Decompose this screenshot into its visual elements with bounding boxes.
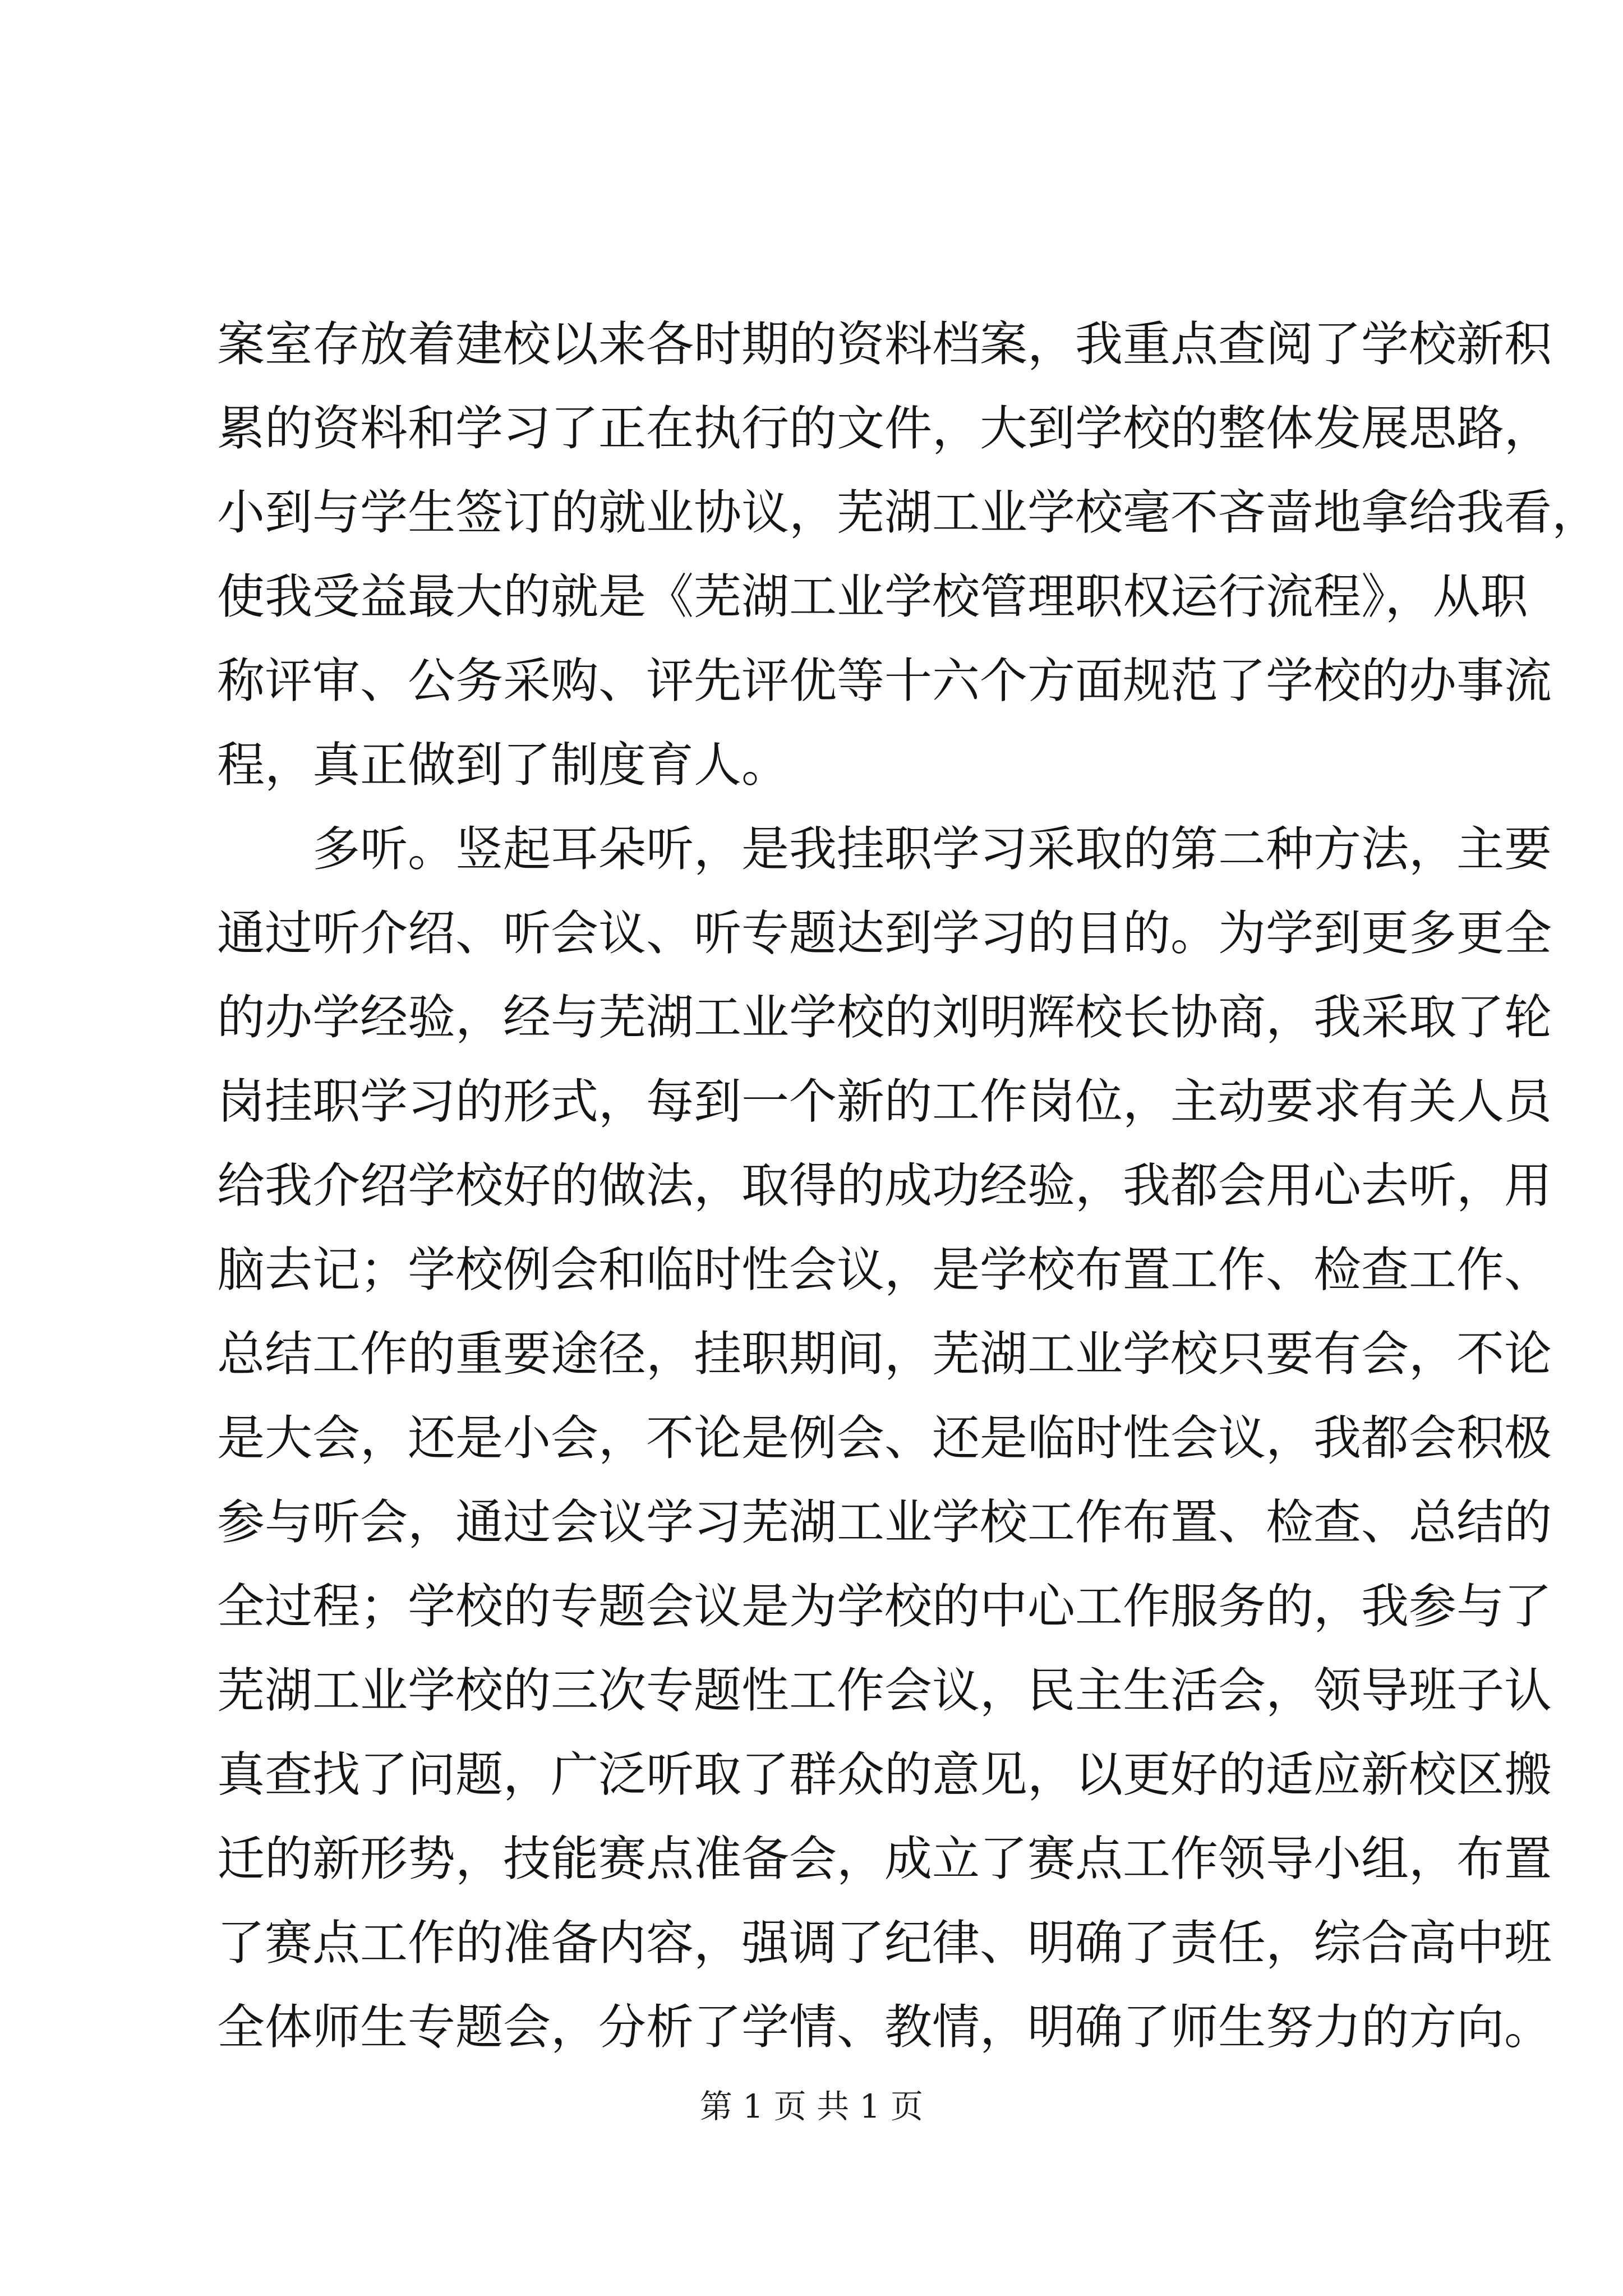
page-footer: 第 1 页 共 1 页: [700, 2087, 923, 2125]
body-line-20: 了赛点工作的准备内容，强调了纪律、明确了责任，综合高中班: [217, 1916, 1552, 1971]
body-line-16: 全过程；学校的专题会议是为学校的中心工作服务的，我参与了: [217, 1579, 1552, 1635]
body-line-6: 程，真正做到了制度育人。: [217, 738, 790, 793]
body-line-11: 给我介绍学校好的做法，取得的成功经验，我都会用心去听，用: [217, 1158, 1552, 1214]
paragraph-start-line: 多听。竖起耳朵听，是我挂职学习采取的第二种方法，主要: [312, 822, 1552, 877]
body-line-5: 称评审、公务采购、评先评优等十六个方面规范了学校的办事流: [217, 654, 1552, 709]
body-line-19: 迁的新形势，技能赛点准备会，成立了赛点工作领导小组，布置: [217, 1832, 1552, 1887]
body-line-13: 总结工作的重要途径，挂职期间，芜湖工业学校只要有会，不论: [217, 1327, 1552, 1382]
body-line-17: 芜湖工业学校的三次专题性工作会议，民主生活会，领导班子认: [217, 1663, 1552, 1719]
body-line-14: 是大会，还是小会，不论是例会、还是临时性会议，我都会积极: [217, 1411, 1552, 1466]
body-line-21: 全体师生专题会，分析了学情、教情，明确了师生努力的方向。: [217, 2000, 1552, 2055]
body-line-15: 参与听会，通过会议学习芜湖工业学校工作布置、检查、总结的: [217, 1495, 1552, 1550]
body-line-9: 的办学经验，经与芜湖工业学校的刘明辉校长协商，我采取了轮: [217, 990, 1552, 1046]
body-line-10: 岗挂职学习的形式，每到一个新的工作岗位，主动要求有关人员: [217, 1074, 1552, 1130]
body-line-2: 累的资料和学习了正在执行的文件，大到学校的整体发展思路，: [217, 401, 1552, 457]
body-line-18: 真查找了问题，广泛听取了群众的意见，以更好的适应新校区搬: [217, 1747, 1552, 1803]
body-line-12: 脑去记；学校例会和临时性会议，是学校布置工作、检查工作、: [217, 1243, 1552, 1298]
body-line-3: 小到与学生签订的就业协议，芜湖工业学校毫不吝啬地拿给我看，: [217, 485, 1600, 541]
body-line-1: 案室存放着建校以来各时期的资料档案，我重点查阅了学校新积: [217, 317, 1552, 372]
body-line-4: 使我受益最大的就是《芜湖工业学校管理职权运行流程》，从职: [217, 569, 1528, 625]
body-line-8: 通过听介绍、听会议、听专题达到学习的目的。为学到更多更全: [217, 906, 1552, 961]
